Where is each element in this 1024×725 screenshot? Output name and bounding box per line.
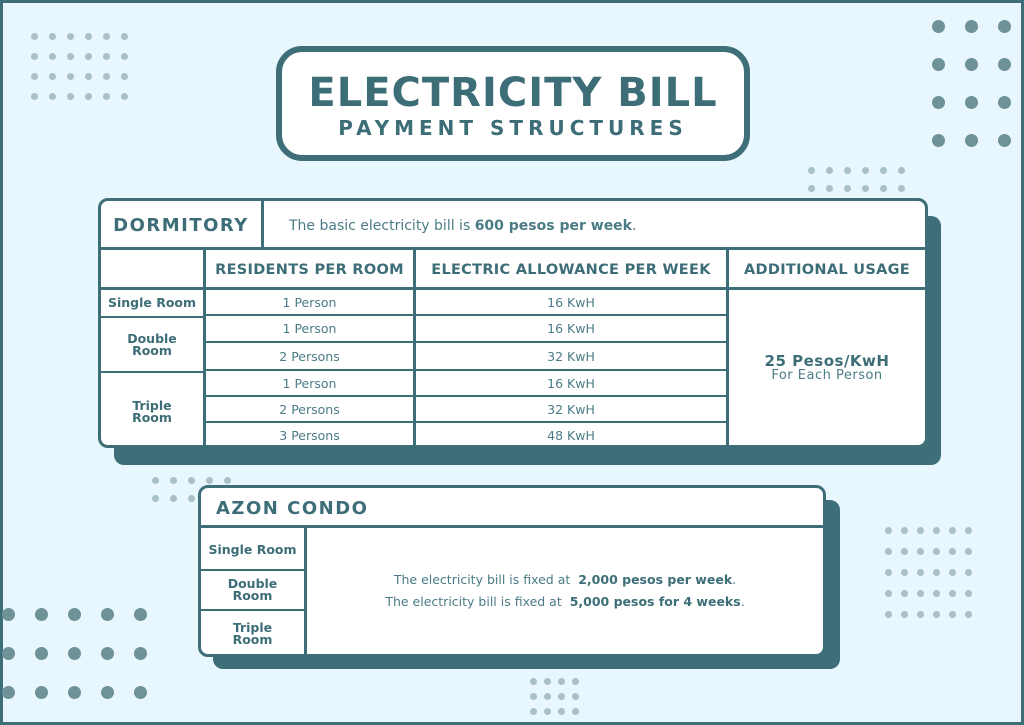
- dot-pattern-bottom-left: [2, 608, 147, 699]
- condo-info-line-1-text: The electricity bill is fixed at: [393, 572, 575, 587]
- residents-cell: 1 Person: [282, 321, 337, 336]
- dot-pattern-right-upper: [808, 167, 905, 192]
- condo-info-line-1: [394, 569, 736, 591]
- description-text: The basic electricity bill is: [289, 217, 471, 234]
- dormitory-card: [98, 198, 928, 448]
- residents-cell: 2 Persons: [279, 401, 340, 417]
- dot-pattern-top-left: [31, 33, 128, 100]
- row-label-triple: [101, 373, 203, 448]
- allowance-cell: 16 KwH: [547, 294, 595, 310]
- dormitory-description: [289, 201, 636, 250]
- row-label-single: Single Room: [107, 295, 197, 310]
- description-period: .: [632, 217, 637, 234]
- header-residents: RESIDENTS PER ROOM: [215, 262, 404, 278]
- condo-info-line-2-text: The electricity bill is fixed at: [385, 594, 566, 609]
- condo-title: AZON CONDO: [216, 497, 369, 519]
- page-subtitle: PAYMENT STRUCTURES: [338, 116, 688, 140]
- row-label-double: [101, 318, 203, 371]
- allowance-cell: 48 KwH: [547, 428, 595, 443]
- dot-pattern-bottom-center: [530, 678, 578, 715]
- condo-info-line-2: [385, 591, 744, 613]
- allowance-cell: 16 KwH: [547, 321, 595, 336]
- condo-row-label-single: Single Room: [208, 542, 297, 557]
- condo-row-label-double-line2: Room: [232, 588, 273, 603]
- condo-info: [307, 528, 823, 654]
- condo-row-label-triple-line2: Room: [232, 632, 273, 647]
- row-label-triple-line1: Triple: [132, 398, 172, 413]
- residents-cell: 1 Person: [282, 375, 337, 391]
- residents-cell: 1 Person: [282, 294, 337, 310]
- row-label-double-line1: Double: [127, 330, 177, 346]
- title-box: [276, 46, 750, 161]
- row-group-divider-1: [101, 316, 203, 318]
- condo-row-label-triple-line1: Triple: [232, 620, 273, 635]
- condo-row-label-triple: [201, 611, 304, 657]
- allowance-cell: 16 KwH: [547, 375, 595, 391]
- condo-info-line-2-highlight: 5,000 pesos for 4 weeks: [569, 594, 741, 609]
- page-title: ELECTRICITY BILL: [308, 70, 718, 116]
- condo-info-line-2-period: .: [740, 594, 745, 609]
- residents-cell: 3 Persons: [279, 428, 340, 443]
- allowance-cell: 32 KwH: [547, 348, 595, 364]
- header-allowance: ELECTRIC ALLOWANCE PER WEEK: [431, 262, 711, 278]
- dormitory-header: [101, 201, 925, 250]
- additional-usage-note: For Each Person: [771, 368, 883, 383]
- row-label-triple-line2: Room: [132, 410, 172, 425]
- residents-cell: 2 Persons: [279, 348, 340, 364]
- row-label-double-line2: Room: [132, 342, 172, 358]
- condo-info-line-1-highlight: 2,000 pesos per week: [578, 572, 733, 587]
- additional-usage-rate: 25 Pesos/KwH: [764, 352, 890, 370]
- dormitory-title: DORMITORY: [101, 201, 264, 250]
- allowance-cell: 32 KwH: [547, 401, 595, 417]
- condo-info-line-1-period: .: [732, 572, 737, 587]
- row-group-divider-2: [101, 371, 203, 373]
- additional-usage-cell: [729, 289, 925, 447]
- condo-row-label-double: [201, 571, 304, 609]
- dot-pattern-top-right: [932, 20, 1011, 147]
- dot-pattern-right-lower: [885, 527, 972, 618]
- condo-row-label-double-line1: Double: [227, 576, 278, 591]
- condo-header: [201, 488, 823, 528]
- header-additional: ADDITIONAL USAGE: [744, 262, 910, 278]
- condo-card: [198, 485, 826, 657]
- description-highlight: 600 pesos per week: [474, 217, 632, 234]
